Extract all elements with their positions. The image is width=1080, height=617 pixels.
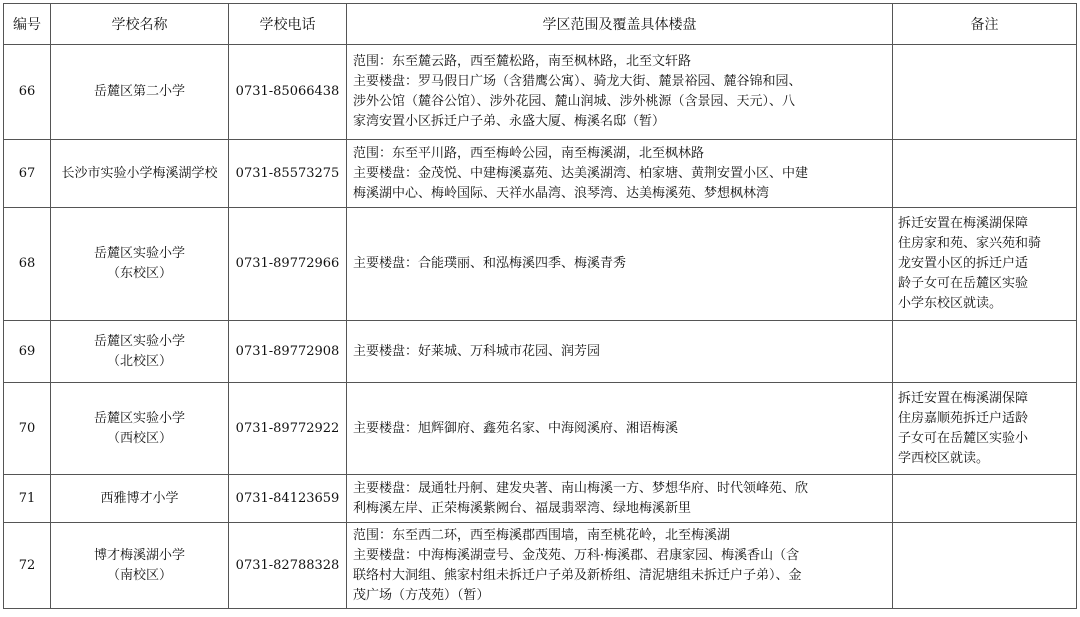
note-line: 学西校区就读。 (898, 450, 990, 466)
district-area-line: 主要楼盘：罗马假日广场（含猎鹰公寓）、骑龙大街、麓景裕园、麓谷锦和园、 (353, 74, 802, 89)
school-name-line: 岳麓区实验小学 (93, 246, 185, 261)
note-line: 子女可在岳麓区实验小 (898, 430, 1029, 446)
cell-school-phone: 0731-89772908 (229, 321, 347, 383)
table-row (4, 140, 1077, 208)
district-area-line: 涉外公馆（麓谷公馆）、涉外花园、麓山润城、涉外桃源（含景园、天元）、八 (353, 94, 796, 109)
school-name-line: 岳麓区实验小学 (93, 333, 185, 349)
district-area-line: 主要楼盘：旭辉御府、鑫苑名家、中海阅溪府、湘语梅溪 (353, 420, 679, 436)
cell-note (893, 45, 1077, 140)
district-area-line: 主要楼盘：金茂悦、中建梅溪嘉苑、达美溪湖湾、柏家塘、黄荆安置小区、中建 (353, 165, 809, 181)
table-row (4, 523, 1077, 609)
cell-number: 68 (4, 208, 51, 321)
header-school-name: 学校名称 (51, 4, 229, 45)
note-line: 小学东校区就读。 (898, 296, 1003, 311)
cell-school-phone: 0731-89772922 (229, 383, 347, 475)
table-body (4, 45, 1077, 609)
cell-number: 66 (4, 45, 51, 140)
district-area-line: 梅溪湖中心、梅岭国际、天祥水晶湾、浪琴湾、达美梅溪苑、梦想枫林湾 (353, 185, 770, 201)
cell-district-area (347, 523, 893, 609)
header-district-area: 学区范围及覆盖具体楼盘 (347, 4, 893, 45)
cell-number: 67 (4, 140, 51, 208)
school-name-line: （北校区） (106, 353, 172, 369)
cell-school-name (51, 208, 229, 321)
note-line: 龙安置小区的拆迁户适 (898, 256, 1029, 271)
cell-school-name (51, 140, 229, 208)
header-row (4, 4, 1077, 45)
cell-school-name (51, 475, 229, 523)
table-row (4, 321, 1077, 383)
school-name-line: 长沙市实验小学梅溪湖学校 (61, 165, 218, 181)
cell-school-name (51, 383, 229, 475)
district-area-line: 范围：东至西二环，西至梅溪郡西围墙，南至桃花岭，北至梅溪湖 (353, 527, 731, 543)
cell-note (893, 140, 1077, 208)
school-name-line: 岳麓区实验小学 (93, 410, 185, 426)
cell-number: 69 (4, 321, 51, 383)
district-area-line: 茂广场（方茂苑）（暂） (353, 587, 490, 603)
school-name-line: （西校区） (106, 430, 172, 446)
table-row (4, 208, 1077, 321)
cell-school-phone: 0731-85066438 (229, 45, 347, 140)
cell-school-phone: 0731-85573275 (229, 140, 347, 208)
note-line: 住房嘉顺苑拆迁户适龄 (898, 410, 1029, 426)
note-line: 拆迁安置在梅溪湖保障 (898, 390, 1029, 406)
district-area-line: 主要楼盘：合能璞丽、和泓梅溪四季、梅溪青秀 (353, 256, 627, 271)
header-number: 编号 (4, 4, 51, 45)
cell-school-name (51, 321, 229, 383)
district-area-line: 范围：东至麓云路，西至麓松路，南至枫林路，北至文轩路 (353, 54, 692, 69)
school-name-line: （南校区） (106, 567, 172, 583)
cell-school-phone: 0731-89772966 (229, 208, 347, 321)
district-area-line: 主要楼盘：好莱城、万科城市花园、润芳园 (353, 343, 601, 359)
table-row (4, 383, 1077, 475)
cell-school-phone: 0731-82788328 (229, 523, 347, 609)
cell-note (893, 383, 1077, 475)
district-area-line: 范围：东至平川路，西至梅岭公园，南至梅溪湖，北至枫林路 (353, 145, 705, 161)
cell-note (893, 208, 1077, 321)
table-row (4, 475, 1077, 523)
cell-district-area (347, 475, 893, 523)
cell-district-area (347, 140, 893, 208)
district-area-line: 利梅溪左岸、正荣梅溪紫阙台、福晟翡翠湾、绿地梅溪新里 (353, 500, 692, 516)
cell-number: 72 (4, 523, 51, 609)
header-note: 备注 (893, 4, 1077, 45)
note-line: 住房家和苑、家兴苑和骑 (898, 236, 1042, 251)
note-line: 拆迁安置在梅溪湖保障 (898, 216, 1029, 231)
cell-note (893, 475, 1077, 523)
cell-number: 71 (4, 475, 51, 523)
school-name-line: 岳麓区第二小学 (93, 84, 185, 99)
cell-note (893, 321, 1077, 383)
cell-school-name (51, 523, 229, 609)
school-name-line: （东校区） (106, 266, 172, 281)
district-area-line: 主要楼盘：晟通牡丹舸、建发央著、南山梅溪一方、梦想华府、时代领峰苑、欣 (353, 480, 809, 496)
cell-note (893, 523, 1077, 609)
note-line: 龄子女可在岳麓区实验 (898, 276, 1029, 291)
table-row (4, 45, 1077, 140)
cell-school-name (51, 45, 229, 140)
cell-district-area (347, 45, 893, 140)
cell-number: 70 (4, 383, 51, 475)
school-district-table (3, 3, 1077, 609)
district-area-line: 联络村大洞组、熊家村组未拆迁户子弟及新桥组、清泥塘组未拆迁户子弟）、金 (353, 567, 802, 583)
cell-district-area (347, 321, 893, 383)
district-area-line: 家湾安置小区拆迁户子弟、永盛大厦、梅溪名邸（暂） (353, 114, 666, 129)
cell-district-area (347, 208, 893, 321)
district-area-line: 主要楼盘：中海梅溪湖壹号、金茂苑、万科·梅溪郡、君康家园、梅溪香山（含 (353, 547, 800, 563)
school-name-line: 博才梅溪湖小学 (93, 547, 185, 563)
school-name-line: 西雅博才小学 (100, 490, 179, 506)
cell-district-area (347, 383, 893, 475)
cell-school-phone: 0731-84123659 (229, 475, 347, 523)
header-school-phone: 学校电话 (229, 4, 347, 45)
